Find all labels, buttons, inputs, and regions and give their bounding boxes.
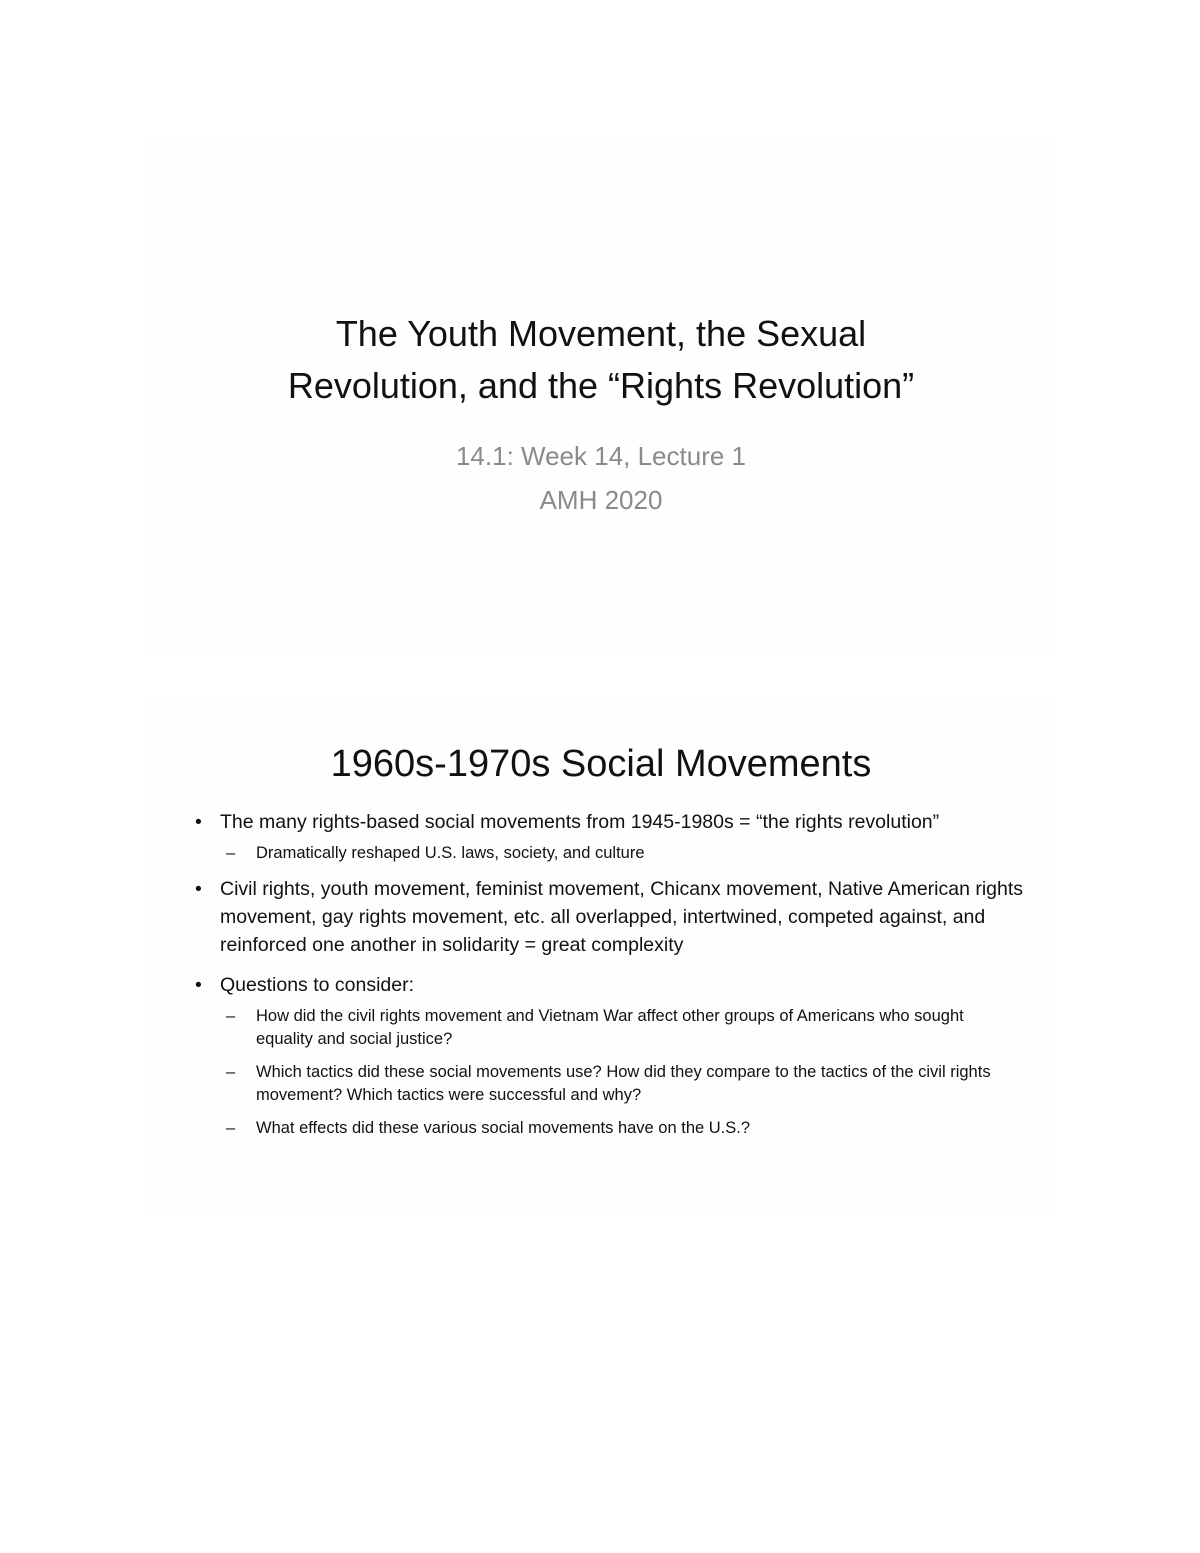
bullet-icon: •	[195, 974, 202, 996]
sub-bullet-item	[226, 1117, 1025, 1140]
dash-icon: –	[226, 1119, 236, 1137]
bullet-item	[195, 971, 1025, 1140]
bullet-icon: •	[195, 878, 202, 900]
bullet-text: Questions to consider:	[220, 974, 415, 996]
sub-bullet-item	[226, 1061, 1025, 1107]
sub-bullet-list	[220, 842, 1025, 865]
content-slide-title: 1960s-1970s Social Movements	[330, 743, 872, 785]
sub-bullet-text: Which tactics did these social movements use? How did they compare to the tactics of the civil rights movement? Which tactics were successful and why?	[256, 1063, 991, 1104]
lecture-label: 14.1: Week 14, Lecture 1	[455, 441, 747, 471]
bullet-item	[195, 808, 1025, 865]
sub-bullet-text: Dramatically reshaped U.S. laws, society, and culture	[256, 844, 645, 862]
sub-bullet-text: What effects did these various social movements have on the U.S.?	[256, 1119, 751, 1137]
sub-bullet-item	[226, 842, 1025, 865]
bullet-text: Civil rights, youth movement, feminist movement, Chicanx movement, Native American rights movement, gay rights movement, etc. all overlapped, intertwined, competed against, and reinforced one another in solidarity = great complexity	[220, 878, 1024, 956]
bullet-item	[195, 875, 1025, 959]
course-code: AMH 2020	[539, 485, 663, 515]
content-slide	[145, 700, 1057, 1212]
sub-bullet-item	[226, 1005, 1025, 1051]
bullet-icon: •	[195, 811, 202, 833]
slide-title-line-2: Revolution, and the “Rights Revolution”	[287, 365, 915, 406]
slide-title-line-1: The Youth Movement, the Sexual	[335, 313, 867, 354]
dash-icon: –	[226, 1007, 236, 1025]
sub-bullet-text: How did the civil rights movement and Vietnam War affect other groups of Americans who sought equality and social justice?	[256, 1007, 964, 1048]
dash-icon: –	[226, 1063, 236, 1081]
slide-subtitle	[145, 434, 1057, 522]
bullet-text: The many rights-based social movements from 1945-1980s = “the rights revolution”	[220, 811, 940, 833]
title-slide	[145, 142, 1057, 654]
slide-title	[145, 308, 1057, 412]
sub-bullet-list	[220, 1005, 1025, 1140]
dash-icon: –	[226, 844, 236, 862]
bullet-list	[195, 808, 1025, 1150]
